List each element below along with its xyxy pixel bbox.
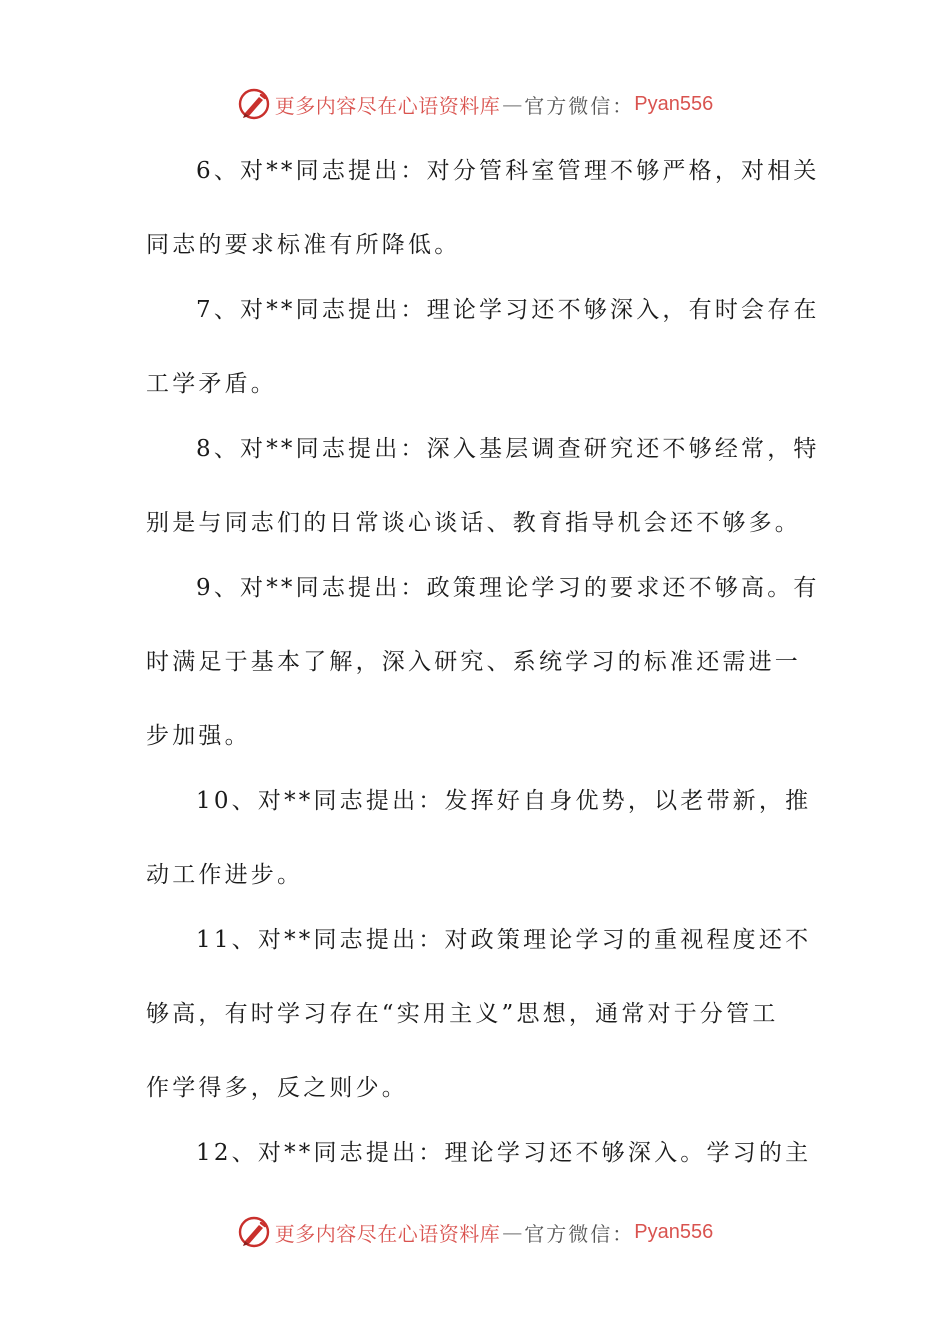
- text-line: 同志的要求标准有所降低。: [146, 232, 461, 258]
- text-line: 作学得多，反之则少。: [146, 1075, 408, 1101]
- text-line: 步加强。: [146, 723, 251, 749]
- text-line: 别是与同志们的日常谈心谈话、教育指导机会还不够多。: [146, 510, 801, 536]
- text-line: 11、对**同志提出：对政策理论学习的重视程度还不: [196, 927, 812, 953]
- text-line: 够高，有时学习存在“实用主义”思想，通常对于分管工: [146, 1001, 779, 1027]
- text-line: 时满足于基本了解，深入研究、系统学习的标准还需进一: [146, 649, 801, 675]
- text-line: 工学矛盾。: [146, 371, 277, 397]
- text-line: 7、对**同志提出：理论学习还不够深入，有时会存在: [196, 297, 820, 323]
- banner-separator: —: [502, 1220, 523, 1244]
- text-line: 动工作进步。: [146, 862, 304, 888]
- banner-wechat-label: 官方微信：: [524, 93, 635, 118]
- text-line: 9、对**同志提出：政策理论学习的要求还不够高。有: [196, 575, 820, 601]
- text-line: 10、对**同志提出：发挥好自身优势，以老带新，推: [196, 788, 812, 814]
- pen-logo-icon: [237, 87, 271, 121]
- text-line: 6、对**同志提出：对分管科室管理不够严格，对相关: [196, 158, 820, 184]
- text-line: 8、对**同志提出：深入基层调查研究还不够经常，特: [196, 436, 820, 462]
- banner-wechat-id: Pyan556: [634, 1220, 714, 1243]
- banner-wechat-id: Pyan556: [634, 92, 714, 115]
- banner-wechat-label: 官方微信：: [524, 1221, 635, 1246]
- banner-separator: —: [502, 92, 523, 116]
- banner-slogan: 更多内容尽在心语资料库: [274, 93, 501, 118]
- text-line: 12、对**同志提出：理论学习还不够深入。学习的主: [196, 1140, 812, 1166]
- footer-banner: [0, 1212, 950, 1252]
- pen-logo-icon: [237, 1215, 271, 1249]
- banner-slogan: 更多内容尽在心语资料库: [274, 1221, 501, 1246]
- header-banner: [0, 84, 950, 124]
